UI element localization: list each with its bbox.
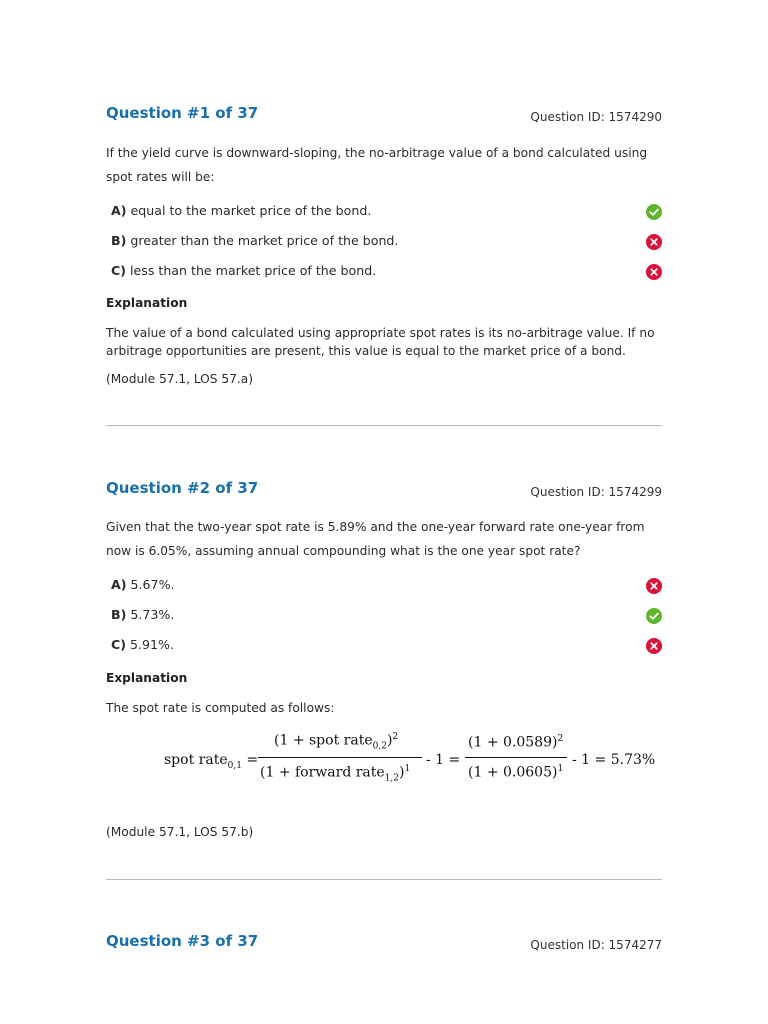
question-text: If the yield curve is downward-sloping, the no-arbitrage value of a bond calculated using spot rates will be: [106, 146, 648, 184]
question-header [106, 479, 662, 503]
question-divider [106, 879, 662, 880]
explanation-text: The spot rate is computed as follows: [106, 701, 335, 715]
question-id: Question ID: 1574290 [530, 110, 662, 124]
x-circle-icon [646, 638, 662, 654]
question-title: Question #2 of 37 [106, 479, 259, 497]
explanation-heading: Explanation [106, 296, 188, 310]
answer-option-b [111, 607, 662, 627]
answer-option-c [111, 637, 662, 657]
spot-rate-formula [164, 728, 664, 788]
x-circle-icon [646, 578, 662, 594]
explanation-text: The value of a bond calculated using appropriate spot rates is its no-arbitrage value. If no arbitrage opportunities are present, this value is equal to the market price of a bond. [106, 326, 655, 358]
formula-lhs: spot rate$_{0,1}$ = [164, 752, 259, 771]
x-circle-icon [646, 234, 662, 250]
option-text: greater than the market price of the bond. [130, 233, 399, 248]
question-header [106, 104, 662, 128]
formula-result: - 1 = 5.73% [572, 752, 656, 768]
option-text: 5.73%. [130, 607, 175, 622]
formula-numerator: (1 + spot rate$_{0,2}$)$^2$ [274, 732, 399, 752]
option-letter: C) [111, 263, 126, 278]
option-text: 5.91%. [130, 637, 175, 652]
formula-minus-equals: - 1 = [426, 752, 461, 768]
answer-option-c [111, 263, 662, 283]
formula-denominator-values: $(1 + 0.0605)^1$ [468, 764, 564, 781]
question-title: Question #1 of 37 [106, 104, 259, 122]
answer-option-a [111, 577, 662, 597]
x-circle-icon [646, 264, 662, 280]
option-letter: A) [111, 203, 127, 218]
question-title: Question #3 of 37 [106, 932, 259, 950]
answer-option-b [111, 233, 662, 253]
option-text: equal to the market price of the bond. [130, 203, 372, 218]
option-letter: A) [111, 577, 127, 592]
option-text: less than the market price of the bond. [130, 263, 377, 278]
formula-numerator-values: $(1 + 0.0589)^2$ [468, 734, 564, 751]
question-header [106, 932, 662, 956]
fraction-bar [465, 757, 567, 758]
question-id: Question ID: 1574299 [530, 485, 662, 499]
question-divider [106, 425, 662, 426]
explanation-heading: Explanation [106, 671, 188, 685]
los-reference: (Module 57.1, LOS 57.a) [106, 372, 253, 386]
check-circle-icon [646, 204, 662, 220]
los-reference: (Module 57.1, LOS 57.b) [106, 825, 254, 839]
answer-option-a [111, 203, 662, 223]
option-text: 5.67%. [130, 577, 175, 592]
fraction-bar [258, 757, 422, 758]
question-id: Question ID: 1574277 [530, 938, 662, 952]
option-letter: B) [111, 607, 127, 622]
formula-denominator: (1 + forward rate$_{1,2}$)$^1$ [260, 764, 411, 784]
check-circle-icon [646, 608, 662, 624]
option-letter: C) [111, 637, 126, 652]
option-letter: B) [111, 233, 127, 248]
question-text: Given that the two-year spot rate is 5.89% and the one-year forward rate one-year from now is 6.05%, assuming annual compounding what is the one year spot rate? [106, 520, 645, 558]
